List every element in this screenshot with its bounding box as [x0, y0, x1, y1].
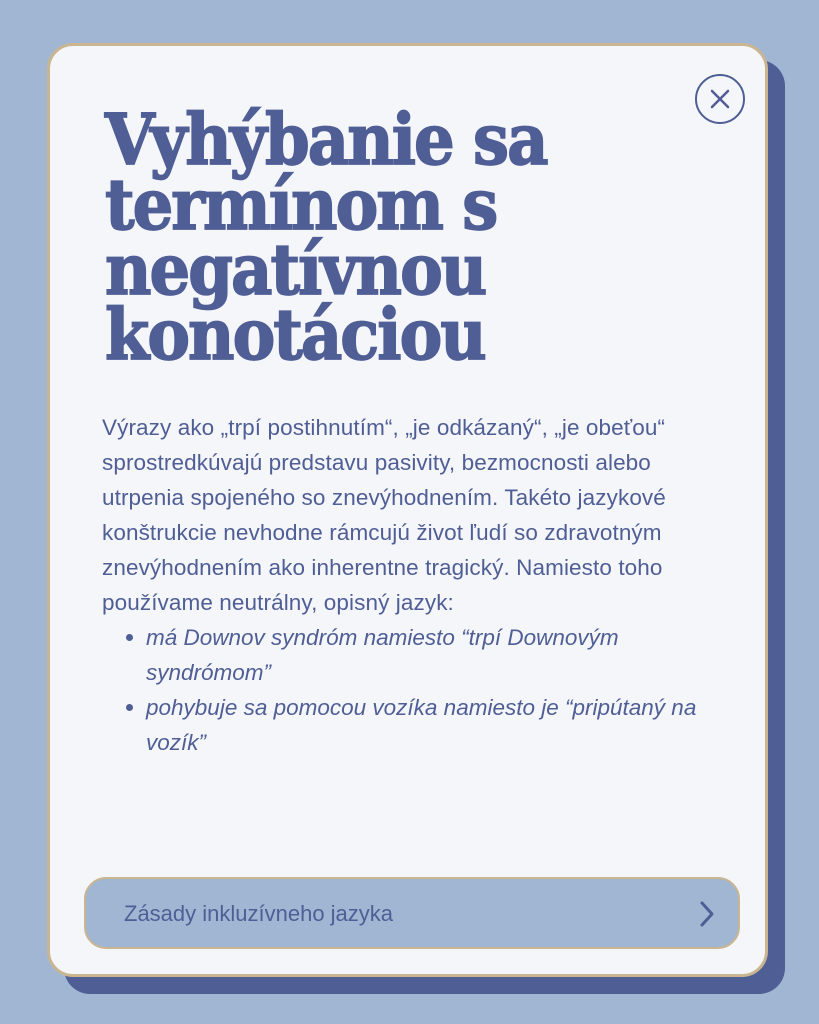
- body-paragraph: Výrazy ako „trpí postihnutím“, „je odkázaný“, „je obeťou“ sprostredkúvajú predstavu pasivity, bezmocnosti alebo utrpenia spojeného so znevýhodnením. Takéto jazykové konštrukcie nevhodne rámcujú život ľudí so zdravotným znevýhodnením ako inherentne tragický. Namiesto toho používame neutrálny, opisný jazyk:: [102, 415, 666, 615]
- card-title: Vyhýbanie sa termínom s negatívnou konotáciou: [105, 99, 547, 377]
- guidelines-link-label: Zásady inkluzívneho jazyka: [124, 901, 394, 926]
- card-body: [102, 410, 722, 760]
- list-item: má Downov syndróm namiesto “trpí Downovým syndrómom”: [146, 620, 722, 690]
- info-card: [47, 43, 768, 977]
- close-icon: [710, 89, 730, 109]
- close-button[interactable]: [695, 74, 745, 124]
- guidelines-link-button[interactable]: [84, 877, 740, 949]
- example-list: [102, 620, 722, 760]
- chevron-right-icon: [698, 900, 716, 928]
- list-item: pohybuje sa pomocou vozíka namiesto je “pripútaný na vozík”: [146, 690, 722, 760]
